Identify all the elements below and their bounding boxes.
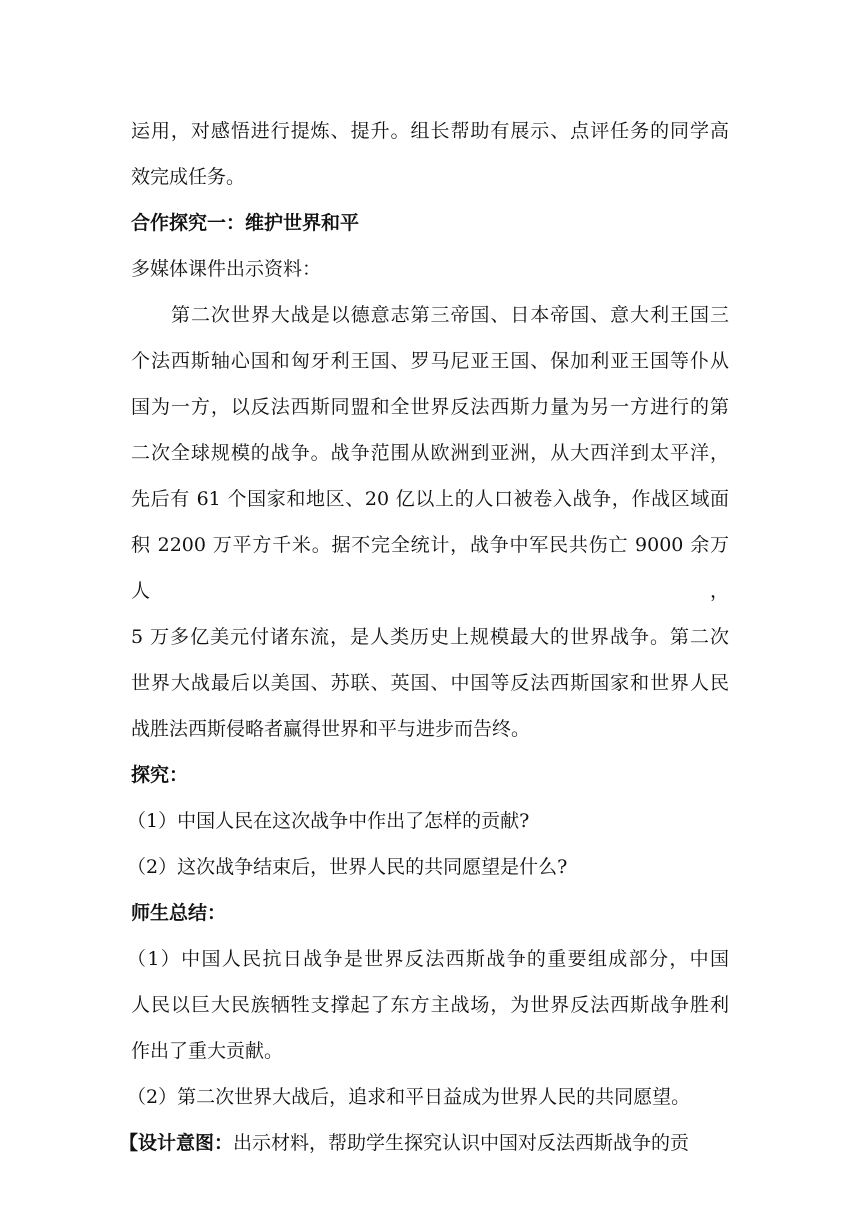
section-heading-cooperative-inquiry: 合作探究一：维护世界和平 [131, 212, 360, 234]
material-line: 第二次世界大战是以德意志第三帝国、日本帝国、意大利王国三 [171, 304, 729, 326]
document-page [119, 108, 731, 1166]
explore-heading: 探究： [131, 764, 189, 786]
summary-line: 人民以巨大民族牺牲支撑起了东方主战场，为世界反法西斯战争胜利 [131, 994, 729, 1016]
summary-heading: 师生总结： [131, 902, 227, 924]
material-line: 个法西斯轴心国和匈牙利王国、罗马尼亚王国、保加利亚王国等仆从 [131, 350, 729, 372]
explore-question: （1）中国人民在这次战争中作出了怎样的贡献? [127, 810, 530, 832]
media-label: 多媒体课件出示资料： [131, 258, 322, 280]
material-line: 积 2200 万平方千米。据不完全统计，战争中军民共伤亡 9000 余万人， [131, 534, 729, 602]
intro-line-2: 效完成任务。 [131, 166, 246, 188]
summary-answer-2: （2）第二次世界大战后，追求和平日益成为世界人民的共同愿望。 [127, 1086, 691, 1108]
material-passage [131, 292, 731, 752]
summary-answer-1 [127, 936, 731, 1074]
material-line: 5 万多亿美元付诸东流，是人类历史上规模最大的世界战争。第二次 [131, 626, 729, 648]
material-line: 国为一方，以反法西斯同盟和全世界反法西斯力量为另一方进行的第 [131, 396, 729, 418]
design-intent-text: 出示材料，帮助学生探究认识中国对反法西斯战争的贡 [233, 1132, 690, 1154]
material-line: 先后有 61 个国家和地区、20 亿以上的人口被卷入战争，作战区域面 [131, 488, 729, 510]
material-line: 二次全球规模的战争。战争范围从欧洲到亚洲，从大西洋到太平洋， [131, 442, 729, 464]
summary-line: （1）中国人民抗日战争是世界反法西斯战争的重要组成部分，中国 [127, 948, 729, 970]
explore-question: （2）这次战争结束后，世界人民的共同愿望是什么? [127, 856, 568, 878]
intro-line-1: 运用，对感悟进行提炼、提升。组长帮助有展示、点评任务的同学高 [131, 120, 729, 142]
design-intent-label: 【设计意图： [119, 1132, 234, 1154]
material-line: 世界大战最后以美国、苏联、英国、中国等反法西斯国家和世界人民 [131, 672, 729, 694]
summary-line: 作出了重大贡献。 [131, 1040, 284, 1062]
design-intent [119, 1120, 731, 1166]
material-line: 战胜法西斯侵略者赢得世界和平与进步而告终。 [131, 718, 531, 740]
